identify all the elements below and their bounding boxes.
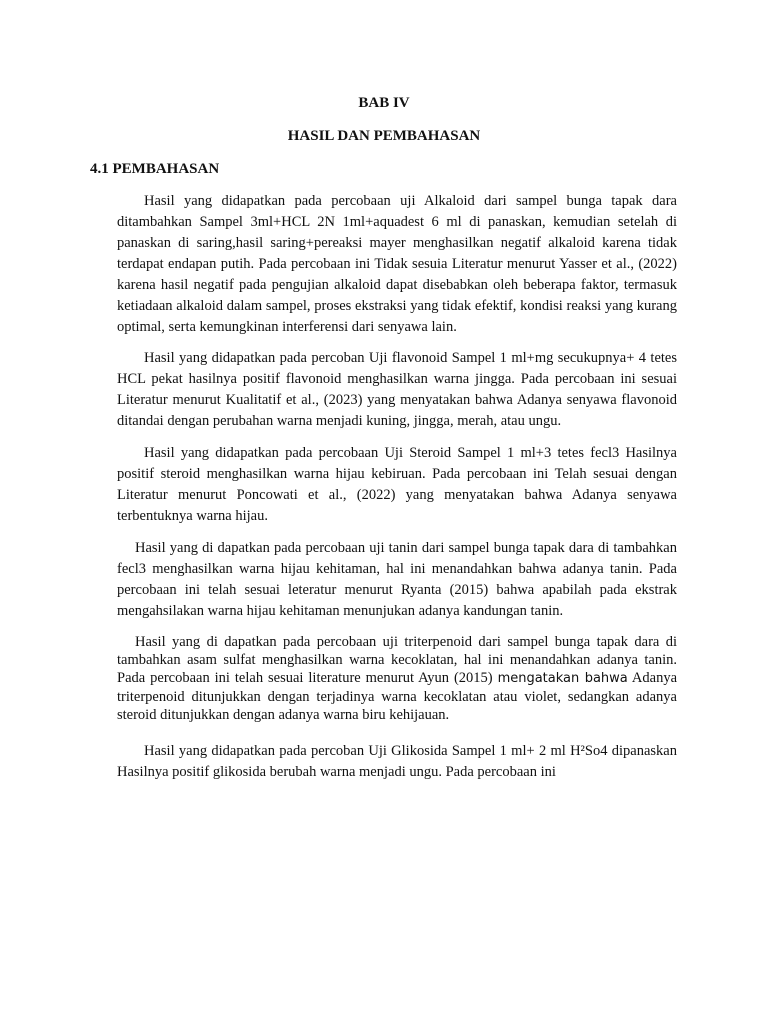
paragraph-alkaloid: Hasil yang didapatkan pada percobaan uji Alkaloid dari sampel bunga tapak dara ditambahkan Sampel 3ml+HCL 2N 1ml+aquadest 6 ml di panaskan, kemudian setelah di panaskan di saring,hasil saring+pereaksi mayer menghasilkan negatif alkaloid karena tidak terdapat endapan putih. Pada percobaan ini Tidak sesuia Literatur menurut Yasser et al., (2022) karena hasil negatif pada pengujian alkaloid dapat disebabkan oleh beberapa faktor, termasuk ketiadaan alkaloid dalam sampel, proses ekstraksi yang tidak efektif, kondisi reaksi yang kurang optimal, serta kemungkinan interferensi dari senyawa lain.: [117, 193, 677, 335]
paragraph-triterpenoid: [117, 633, 677, 724]
chapter-heading: BAB IV: [358, 95, 410, 111]
paragraph-triterpenoid-part2: mengatakan bahwa: [497, 671, 628, 686]
section-heading: 4.1 PEMBAHASAN: [90, 161, 220, 177]
paragraph-tanin: Hasil yang di dapatkan pada percobaan uji tanin dari sampel bunga tapak dara di tambahkan fecl3 menghasilkan warna hijau kehitaman, hal ini menandahkan bahwa adanya tanin. Pada percobaan ini telah sesuai leteratur menurut Ryanta (2015) bahwa apabilah pada ekstrak mengahsilakan warna hijau kehitaman menunjukan adanya kandungan tanin.: [117, 540, 677, 619]
paragraph-steroid: Hasil yang didapatkan pada percobaan Uji Steroid Sampel 1 ml+3 tetes fecl3 Hasilnya positif steroid menghasilkan warna hijau kebiruan. Pada percobaan ini Telah sesuai dengan Literatur menurut Poncowati et al., (2022) yang menyatakan bahwa Adanya senyawa terbentuknya warna hijau.: [117, 445, 677, 524]
paragraph-triterpenoid-part1: Hasil yang di dapatkan pada percobaan uji triterpenoid dari sampel bunga tapak dara di tambahkan asam sulfat menghasilkan warna kecoklatan, hal ini menandahkan adanya tanin. Pada percobaan ini telah sesuai literature menurut Ayun (2015): [117, 634, 677, 686]
paragraph-triterpenoid-part3: Adanya triterpenoid ditunjukkan dengan terjadinya warna kecoklatan atau violet, sedangkan adanya steroid ditunjukkan dengan adanya warna biru kehijauan.: [117, 670, 678, 723]
paragraph-flavonoid: Hasil yang didapatkan pada percoban Uji flavonoid Sampel 1 ml+mg secukupnya+ 4 tetes HCL pekat hasilnya positif flavonoid menghasilkan warna jingga. Pada percobaan ini sesuai Literatur menurut Kualitatif et al., (2023) yang menyatakan bahwa Adanya senyawa flavonoid ditandai dengan perubahan warna menjadi kuning, jingga, merah, atau ungu.: [117, 350, 677, 429]
paragraph-glikosida: Hasil yang didapatkan pada percoban Uji Glikosida Sampel 1 ml+ 2 ml H²So4 dipanaskan Hasilnya positif glikosida berubah warna menjadi ungu. Pada percobaan ini: [117, 743, 677, 780]
chapter-title: HASIL DAN PEMBAHASAN: [287, 128, 481, 144]
